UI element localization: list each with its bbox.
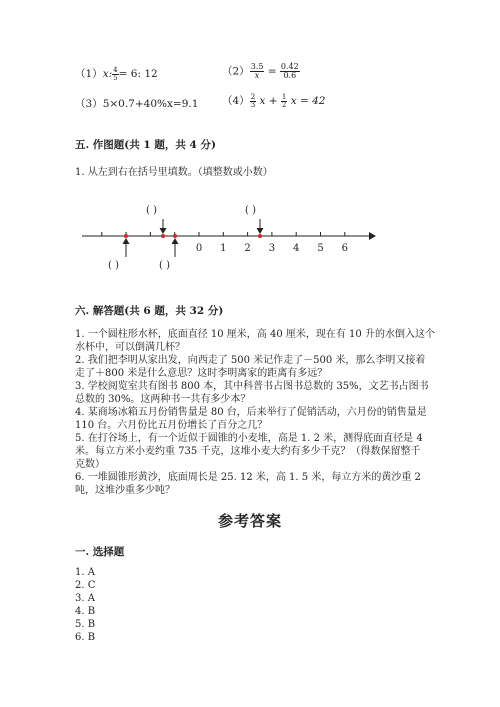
answers-section-heading: 一. 选择题 [75,546,125,558]
frac-den: 0.6 [283,71,297,80]
blank-paren: ( ) [245,205,256,216]
tick-label: 4 [293,243,300,254]
point-marker [124,234,128,238]
eq-text: = [267,65,277,78]
tick-label: 2 [244,243,251,254]
problem-line: 吨，这堆沙重多少吨？ [75,485,175,496]
eq-text: 5×0.7+40%x=9.1 [102,98,199,110]
eq-label: （1） [75,68,103,80]
problem-line: 1. 一个圆柱形水杯，底面直径 10 厘米，高 40 厘米，现在有 10 升的水倒入这个 [75,329,435,340]
problem-list [75,328,435,497]
arrow-head [160,228,167,234]
equation-1 [75,66,158,82]
eq-label: （2） [222,65,250,78]
equation-4 [222,93,325,109]
tick-label: 1 [220,243,227,254]
eq-text: = 6: 12 [118,68,158,80]
blank-paren: ( ) [108,260,119,271]
fraction [250,63,265,80]
answer-item: 3. A [75,593,95,604]
eq-label: （4） [222,95,250,107]
frac-num: 2 [250,92,256,101]
frac-num: 3.5 [250,62,264,71]
problem-line: 克数） [75,459,105,470]
answers-title: 参考答案 [217,512,282,530]
equation-2 [222,63,300,80]
answer-item: 4. B [75,606,96,617]
problem-line: 水杯中，可以倒满几杯？ [75,342,185,353]
problem-line: 2. 我们把李明从家出发，向西走了 500 米记作走了－500 米，那么李明又接着 [75,355,426,366]
problem-line: 3. 学校阅览室共有图书 800 本，其中科普书占图书总数的 35%，文艺书占图书 [75,381,429,392]
problem-line: 110 台。六月份比五月份增长了百分之几？ [75,420,268,431]
eq-text: x = 42 [290,95,326,107]
frac-num: 0.42 [280,62,299,71]
eq-label: （3） [75,98,103,110]
frac-den: 3 [250,100,256,109]
problem-line: 5. 在打谷场上，有一个近似于圆锥的小麦堆，高是 1. 2 米，测得底面直径是 4 [75,433,423,444]
eq-text: x: [102,68,113,80]
tick-marks [102,232,345,236]
fraction [280,63,300,80]
frac-num: 4 [113,65,118,74]
fraction [250,94,256,109]
frac-den: x [254,71,260,80]
tick-label: 0 [195,243,203,254]
point-marker [173,234,177,238]
blank-paren: ( ) [146,205,157,216]
fraction [281,94,287,109]
frac-den: 5 [113,73,118,82]
problem-line: 走了＋800 米是什么意思？这时李明离家的距离有多远？ [75,368,328,379]
arrow-head [172,238,179,244]
point-marker [161,234,165,238]
number-line [0,215,500,265]
tick-label: 3 [268,243,276,254]
answer-list [75,567,95,645]
tick-label: 6 [341,243,348,254]
problem-line: 4. 某商场冰箱五月份销售量是 80 台，后来举行了促销活动，六月份的销售量是 [75,407,427,418]
tick-label: 5 [317,243,324,254]
frac-num: 1 [281,92,287,101]
blank-paren: ( ) [159,260,170,271]
point-marker [258,234,262,238]
equation-3 [75,96,198,111]
problem-line: 6. 一堆圆锥形黄沙，底面周长是 25. 12 米，高 1. 5 米，每立方米的黄沙重 2 [75,472,421,483]
frac-den: 2 [281,100,287,109]
problem-line: 总数的 30%。这两种书一共有多少本？ [75,394,251,405]
eq-text: x + [259,95,278,107]
answer-item: 6. B [75,632,96,643]
answer-item: 1. A [75,567,95,578]
section-5-question: 1. 从左到右在括号里填数。（填整数或小数） [75,167,273,178]
answer-item: 2. C [75,580,96,591]
tick-labels [196,243,348,254]
arrow-head [123,238,130,244]
answer-item: 5. B [75,619,96,630]
arrow-head [257,228,264,234]
section-6-heading: 六. 解答题(共 6 题，共 32 分) [75,305,224,317]
section-5-heading: 五. 作图题(共 1 题，共 4 分) [75,139,216,151]
problem-line: 米。每立方米小麦约重 735 千克，这堆小麦大约有多少千克？（得数保留整千 [75,446,421,457]
